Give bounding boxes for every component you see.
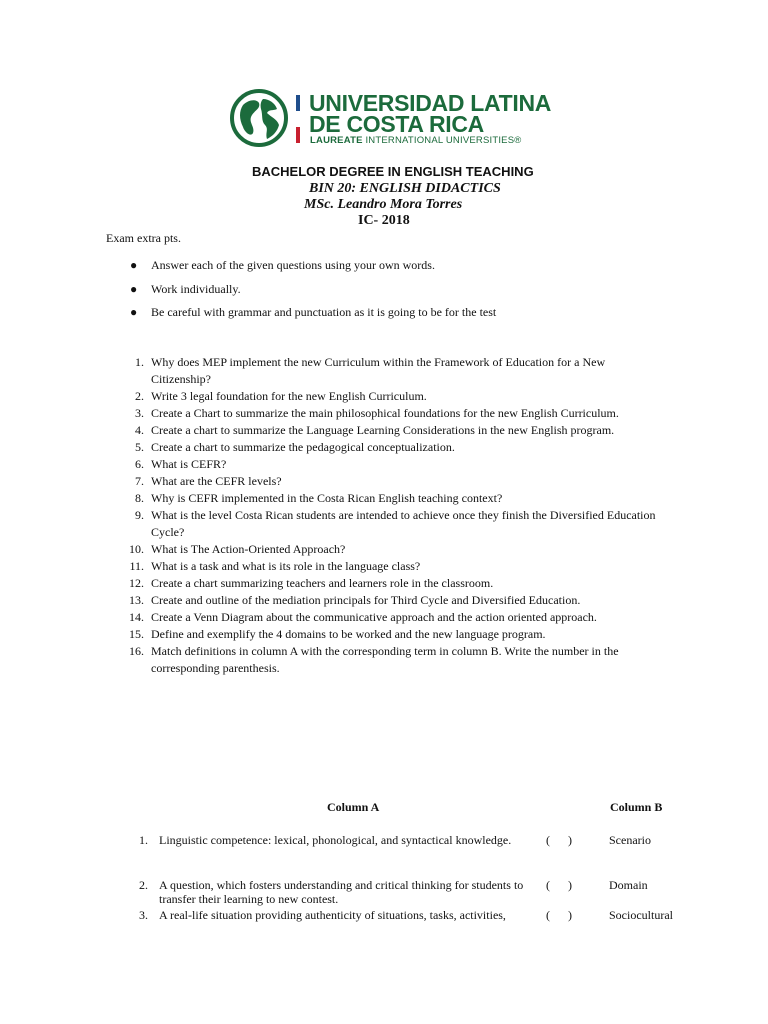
matching-term: Domain: [609, 878, 648, 892]
university-logo: [229, 87, 552, 151]
answer-parenthesis[interactable]: ( ): [546, 833, 572, 847]
flag-bar: [296, 95, 300, 143]
column-b-header: Column B: [610, 800, 663, 814]
course-title: BIN 20: ENGLISH DIDACTICS: [309, 181, 501, 196]
period-label: IC- 2018: [358, 213, 410, 228]
matching-definition: A real-life situation providing authenticity of situations, tasks, activities,: [159, 908, 506, 922]
question-item: 7. What are the CEFR levels?: [135, 474, 282, 488]
question-item: 2. Write 3 legal foundation for the new English Curriculum.: [135, 389, 427, 403]
matching-definition: Linguistic competence: lexical, phonological, and syntactical knowledge.: [159, 833, 512, 847]
question-item: 11. What is a task and what is its role in the language class?: [129, 559, 421, 573]
exam-label: Exam extra pts.: [106, 231, 181, 245]
logo-laureate: LAUREATE: [310, 135, 363, 146]
logo-line-1: UNIVERSIDAD LATINA: [309, 90, 552, 116]
bullet-icon: ●: [130, 258, 138, 272]
question-item: 9. What is the level Costa Rican students are intended to achieve once they finish the Diversified Education Cycle?: [135, 508, 656, 539]
question-item: 6. What is CEFR?: [135, 457, 227, 471]
question-item: 14. Create a Venn Diagram about the communicative approach and the action oriented approach.: [129, 610, 597, 624]
globe-icon: [229, 87, 289, 149]
question-item: 15. Define and exemplify the 4 domains to be worked and the new language program.: [129, 627, 546, 641]
question-item: 8. Why is CEFR implemented in the Costa Rican English teaching context?: [135, 491, 503, 505]
instruction-item: ● Work individually.: [130, 281, 241, 296]
matching-term: Scenario: [609, 833, 651, 847]
degree-title: BACHELOR DEGREE IN ENGLISH TEACHING: [252, 164, 534, 179]
question-item: 12. Create a chart summarizing teachers and learners role in the classroom.: [129, 576, 494, 590]
instructions-list: [130, 258, 496, 329]
matching-definition: A question, which fosters understanding and critical thinking for students to transfer their learning to new contest.: [159, 878, 524, 906]
question-item: 1. Why does MEP implement the new Curriculum within the Framework of Education for a New Citizenship?: [135, 355, 606, 386]
logo-line-2: DE COSTA RICA: [309, 111, 484, 137]
teacher-name: MSc. Leandro Mora Torres: [304, 197, 463, 212]
answer-parenthesis[interactable]: ( ): [546, 908, 572, 922]
questions-list: [118, 354, 658, 677]
instruction-item: ● Answer each of the given questions using your own words.: [130, 258, 435, 272]
question-item: 13. Create and outline of the mediation principals for Third Cycle and Diversified Education.: [129, 593, 581, 607]
question-item: 3. Create a Chart to summarize the main philosophical foundations for the new English Curriculum.: [135, 406, 619, 420]
question-item: 4. Create a chart to summarize the Language Learning Considerations in the new English program.: [135, 423, 615, 437]
logo-line-3: [310, 135, 521, 146]
logo-international: INTERNATIONAL UNIVERSITIES®: [362, 135, 522, 146]
matching-term: Sociocultural: [609, 908, 673, 922]
document-page: UNIVERSIDAD LATINA DE COSTA RICA LAUREATE INTERNATIONAL UNIVERSITIES® BACHELOR DEGREE IN ENGLISH TEACHING BIN 20: ENGLISH DIDACTICS MSc. Leandro Mora Torres IC- 2018 Exam extra pts. ● Answer each of the given questions using your own words. ● Work individually. ● Be careful with grammar and punctuation as it is going to be for the test 1. Why does MEP implement the new Curriculum within the Framework of Education for a New Citizenship? 2. Write 3 legal foundation for the new English Curriculum. 3. Create a Chart to summarize the main philosophical foundations for the new English Curriculum. 4. Create a chart to summarize the Language Learning Considerations in the new English program. 5. Create a chart to summarize the pedagogical conceptualization. 6. What is CEFR? 7. What are the CEFR levels? 8. Why is CEFR implemented in the Costa Rican English teaching context? 9. What is the level Costa Rican students are intended to achieve once they finish the Diversified Education Cycle? 10. What is The Action-Oriented Approach? 11. What is a task and what is its role in the language class? 12. Create a chart summarizing teachers and learners role in the classroom. 13. Create and outline of the mediation principals for Third Cycle and Diversified Education. 14. Create a Venn Diagram about the communicative approach and the action oriented approach. 15. Define and exemplify the 4 domains to be worked and the new language program. 16. Match definitions in column A with the corresponding term in column B. Write the number in the corresponding parenthesis. Column A Column B 1. Linguistic competence: lexical, phonological, and syntactical knowledge. ( ) Scenario 2. A question, which fosters understanding and critical thinking for students to transfer their learning to new contest. ( ) Domain 3. A real-life situation providing authenticity of situations, tasks, activities, ( ) Sociocultural: [0, 0, 768, 1024]
question-item: 5. Create a chart to summarize the pedagogical conceptualization.: [135, 440, 455, 454]
question-item: 10. What is The Action-Oriented Approach?: [129, 542, 346, 556]
bullet-icon: ●: [130, 281, 138, 296]
instruction-item: ● Be careful with grammar and punctuation as it is going to be for the test: [130, 305, 497, 319]
question-item: 16. Match definitions in column A with the corresponding term in column B. Write the number in the corresponding parenthesis.: [129, 644, 619, 675]
bullet-icon: ●: [130, 305, 138, 319]
column-a-header: Column A: [327, 800, 380, 814]
answer-parenthesis[interactable]: ( ): [546, 878, 572, 892]
